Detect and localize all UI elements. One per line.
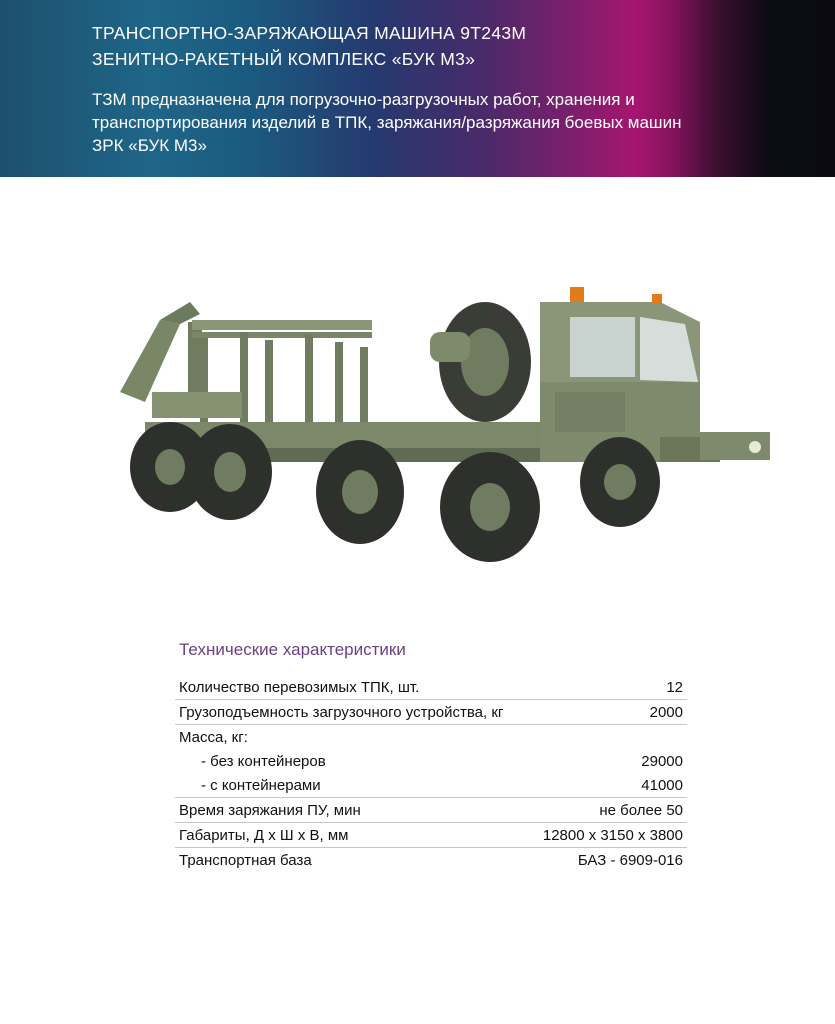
spec-label: - с контейнерами [175, 773, 529, 798]
header-banner [0, 0, 835, 177]
spec-value: 2000 [529, 700, 687, 725]
spec-label: - без контейнеров [201, 752, 326, 770]
spec-label: Количество перевозимых ТПК, шт. [175, 675, 529, 700]
description-line: транспортирования изделий в ТПК, заряжания/разряжания боевых машин [92, 113, 682, 132]
description-line: ЗРК «БУК М3» [92, 136, 207, 155]
spec-value: не более 50 [529, 798, 687, 823]
table-row [175, 675, 687, 700]
spec-value: 12800 х 3150 х 3800 [529, 823, 687, 848]
truck-image [100, 262, 780, 562]
spec-value: 12 [529, 675, 687, 700]
spec-label: Грузоподъемность загрузочного устройства, кг [175, 700, 529, 725]
table-row [175, 725, 687, 750]
spec-label: Масса, кг: [179, 728, 248, 746]
spec-label: Время заряжания ПУ, мин [175, 798, 529, 823]
title-line-2: ЗЕНИТНО-РАКЕТНЫЙ КОМПЛЕКС «БУК М3» [92, 49, 476, 69]
specs-table [175, 675, 687, 872]
spec-label: Транспортная база [179, 851, 312, 869]
table-row [175, 798, 687, 823]
truck-illustration [100, 262, 780, 562]
table-row [175, 700, 687, 725]
description [92, 88, 792, 157]
spec-value: 29000 [641, 752, 683, 770]
table-row [175, 823, 687, 848]
spec-label: Габариты, Д х Ш х В, мм [175, 823, 529, 848]
table-row [175, 773, 687, 798]
title-line-1: ТРАНСПОРТНО-ЗАРЯЖАЮЩАЯ МАШИНА 9Т243М [92, 23, 527, 43]
spec-value: 41000 [529, 773, 687, 798]
spec-value: БАЗ - 6909-016 [577, 851, 683, 869]
description-line: ТЗМ предназначена для погрузочно-разгрузочных работ, хранения и [92, 90, 635, 109]
table-row [175, 749, 687, 773]
table-row [175, 848, 687, 873]
spec-value [529, 725, 687, 750]
specs-title: Технические характеристики [179, 640, 406, 659]
